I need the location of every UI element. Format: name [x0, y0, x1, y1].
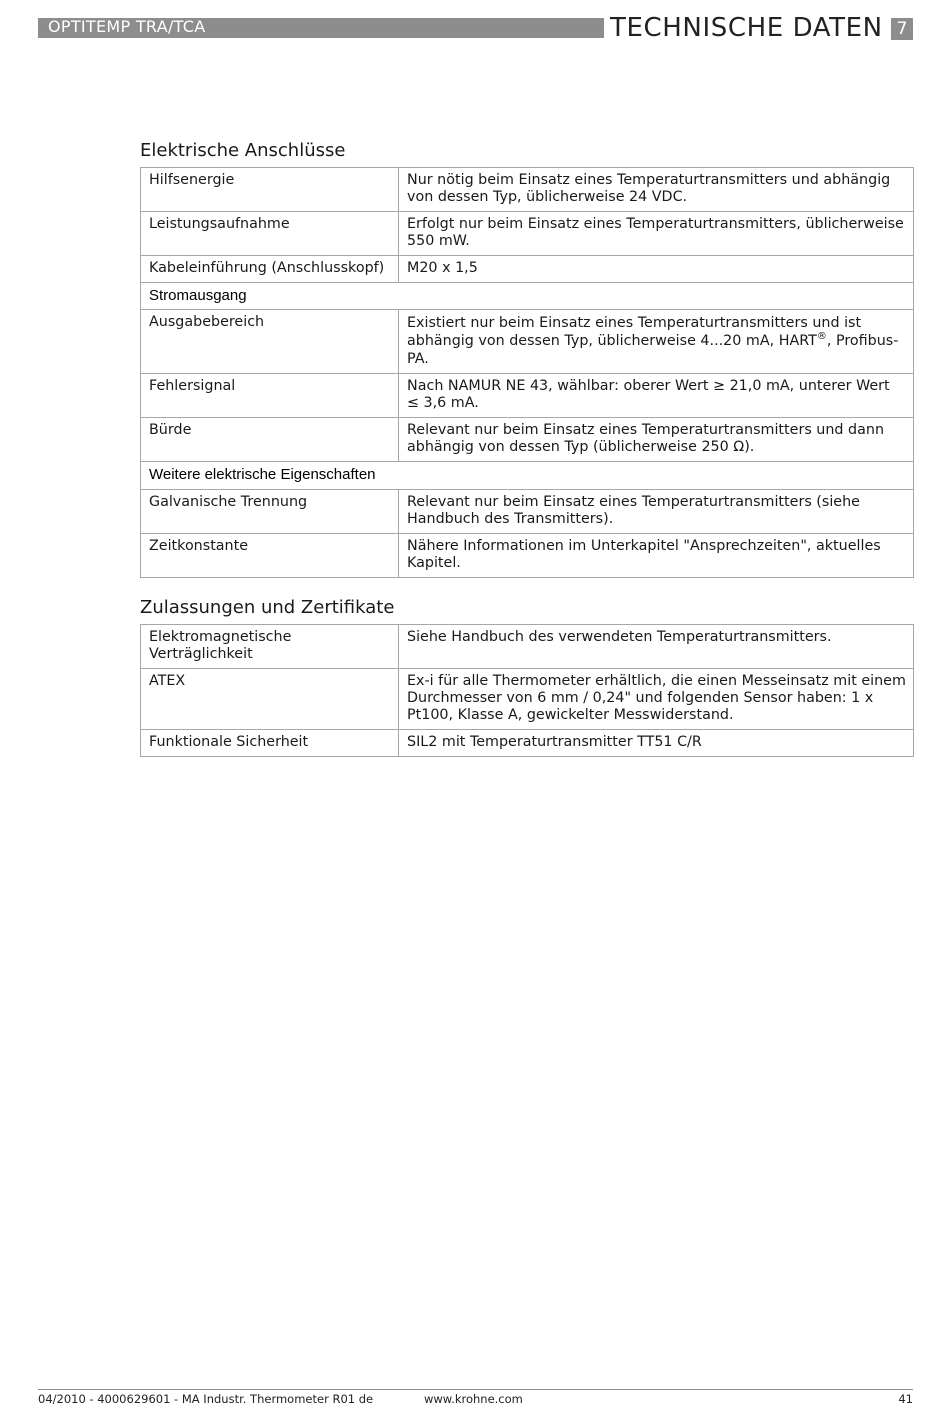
row-value: Nähere Informationen im Unterkapitel "Ansprechzeiten", aktuelles Kapitel. — [399, 534, 914, 578]
row-value: Ex-i für alle Thermometer erhältlich, die einen Messeinsatz mit einem Durchmesser von 6 mm / 0,24" und folgenden Sensor haben: 1 x Pt100, Klasse A, gewickelter Messwiderstand. — [399, 669, 914, 730]
footer-page-number: 41 — [898, 1392, 913, 1406]
table-row-ausgabebereich — [141, 310, 914, 374]
row-value: Siehe Handbuch des verwendeten Temperaturtransmitters. — [399, 625, 914, 669]
table-row-emv — [141, 625, 914, 669]
row-value: SIL2 mit Temperaturtransmitter TT51 C/R — [399, 730, 914, 757]
subheading-label: Weitere elektrische Eigenschaften — [141, 462, 914, 490]
row-label: Kabeleinführung (Anschlusskopf) — [141, 256, 399, 283]
table-row-kabeleinfuehrung — [141, 256, 914, 283]
value-text: Existiert nur beim Einsatz eines Temperaturtransmitters und ist abhängig von dessen Typ, üblicherweise 4...20 mA, HART — [407, 315, 862, 349]
section-title-approvals: Zulassungen und Zertifikate — [140, 597, 395, 618]
product-name: OPTITEMP TRA/TCA — [48, 17, 206, 36]
row-label: Zeitkonstante — [141, 534, 399, 578]
footer-document-reference: 04/2010 - 4000629601 - MA Industr. Thermometer R01 de — [38, 1392, 374, 1406]
table-row-buerde — [141, 418, 914, 462]
table-row-atex — [141, 669, 914, 730]
row-value: Relevant nur beim Einsatz eines Temperaturtransmitters (siehe Handbuch des Transmitters). — [399, 490, 914, 534]
table-row-sil — [141, 730, 914, 757]
row-label: Leistungsaufnahme — [141, 212, 399, 256]
row-label: Fehlersignal — [141, 374, 399, 418]
row-label: Galvanische Trennung — [141, 490, 399, 534]
chapter-number-badge: 7 — [891, 18, 913, 40]
section-title-electrical: Elektrische Anschlüsse — [140, 140, 346, 161]
row-value — [399, 310, 914, 374]
table-row-hilfsenergie — [141, 168, 914, 212]
registered-mark: ® — [816, 331, 827, 343]
row-value: Erfolgt nur beim Einsatz eines Temperaturtransmitters, üblicherweise 550 mW. — [399, 212, 914, 256]
row-value: Nur nötig beim Einsatz eines Temperaturtransmitters und abhängig von dessen Typ, üblicherweise 24 VDC. — [399, 168, 914, 212]
electrical-spec-table — [140, 167, 914, 578]
row-label: Funktionale Sicherheit — [141, 730, 399, 757]
table-row-fehlersignal — [141, 374, 914, 418]
table-row-galvanische-trennung — [141, 490, 914, 534]
row-label: ATEX — [141, 669, 399, 730]
approvals-spec-table — [140, 624, 914, 757]
footer-website: www.krohne.com — [424, 1392, 523, 1406]
subheading-label: Stromausgang — [141, 283, 914, 310]
row-value: M20 x 1,5 — [399, 256, 914, 283]
footer-divider — [38, 1389, 913, 1390]
row-label: Bürde — [141, 418, 399, 462]
row-label: Ausgabebereich — [141, 310, 399, 374]
table-subheading-stromausgang — [141, 283, 914, 310]
row-label: Hilfsenergie — [141, 168, 399, 212]
chapter-title: TECHNISCHE DATEN — [610, 13, 883, 43]
row-value: Relevant nur beim Einsatz eines Temperaturtransmitters und dann abhängig von dessen Typ (üblicherweise 250 Ω). — [399, 418, 914, 462]
table-row-zeitkonstante — [141, 534, 914, 578]
table-row-leistungsaufnahme — [141, 212, 914, 256]
row-value: Nach NAMUR NE 43, wählbar: oberer Wert ≥ 21,0 mA, unterer Wert ≤ 3,6 mA. — [399, 374, 914, 418]
row-label: Elektromagnetische Verträglichkeit — [141, 625, 399, 669]
table-subheading-weitere — [141, 462, 914, 490]
value-text-end: , Profibus-PA. — [407, 333, 899, 367]
